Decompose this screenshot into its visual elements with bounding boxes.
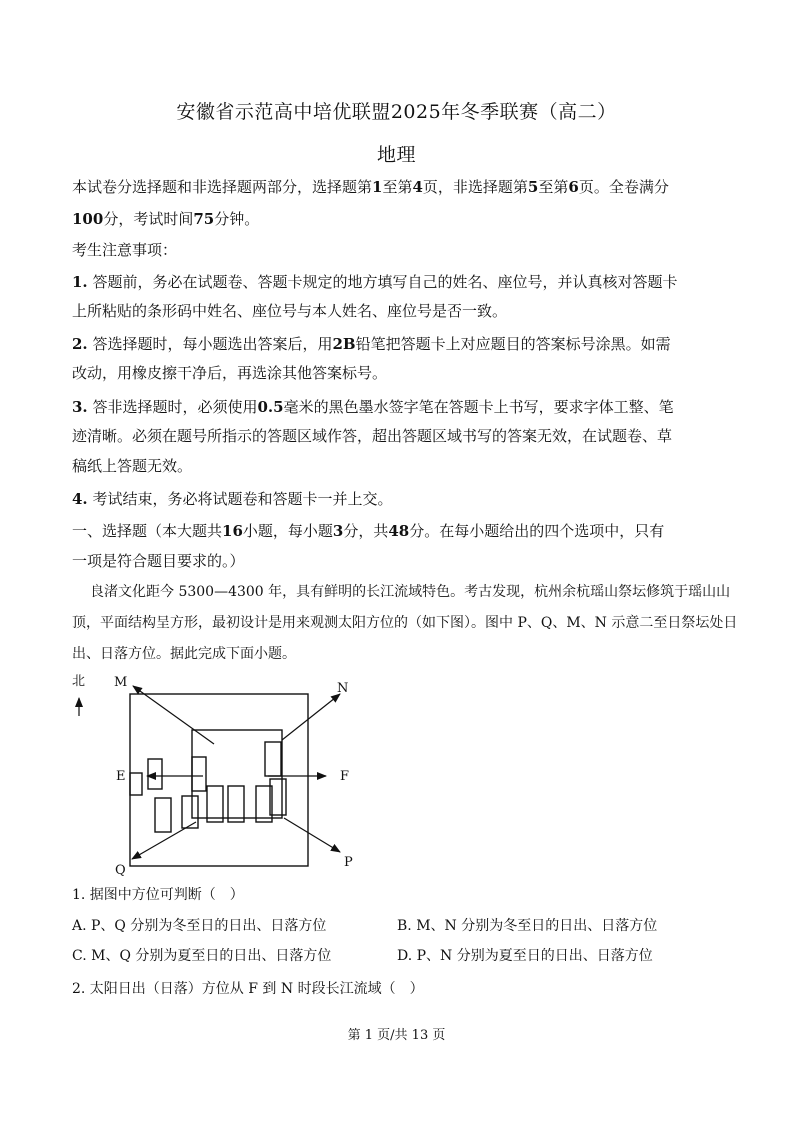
label-p: P [344, 855, 353, 870]
section-1-line-1: 一、选择题（本大题共16小题，每小题3分，共48分。在每小题给出的四个选项中，只有 [72, 522, 665, 540]
page-footer: 第 1 页/共 13 页 [347, 1028, 446, 1043]
question-1-option-c[interactable]: C. M、Q 分别为夏至日的日出、日落方位 [72, 948, 332, 964]
notice-1-line-2: 上所粘贴的条形码中姓名、座位号与本人姓名、座位号是否一致。 [72, 302, 508, 320]
question-1-option-d[interactable]: D. P、N 分别为夏至日的日出、日落方位 [397, 948, 653, 964]
intro-line-1: 本试卷分选择题和非选择题两部分，选择题第1至第4页，非选择题第5至第6页。全卷满分 [72, 178, 669, 196]
notice-3-line-3: 稿纸上答题无效。 [72, 457, 193, 475]
intro-line-2: 100分，考试时间75分钟。 [72, 210, 260, 228]
ray-n [282, 694, 340, 740]
question-2-stem: 2. 太阳日出（日落）方位从 F 到 N 时段长江流域（ ） [72, 981, 424, 997]
notice-3-line-2: 迹清晰。必须在题号所指示的答题区域作答，超出答题区域书写的答案无效，在试题卷、草 [72, 427, 673, 445]
notice-2-line-1: 2. 答选择题时，每小题选出答案后，用2B铅笔把答题卡上对应题目的答案标号涂黑。如需 [72, 335, 671, 353]
notice-1-line-1: 1. 答题前，务必在试题卷、答题卡规定的地方填写自己的姓名、座位号，并认真核对答题卡 [72, 273, 678, 291]
label-e: E [116, 769, 126, 784]
passage-line-1: 良渚文化距今 5300—4300 年，具有鲜明的长江流域特色。考古发现，杭州余杭瑶山祭坛修筑于瑶山山 [90, 584, 731, 600]
question-1-stem: 1. 据图中方位可判断（ ） [72, 887, 244, 903]
notice-2-line-2: 改动，用橡皮擦干净后，再选涂其他答案标号。 [72, 364, 388, 382]
passage-line-2: 顶，平面结构呈方形，最初设计是用来观测太阳方位的（如下图）。图中 P、Q、M、N 示意二至日祭坛处日 [72, 615, 738, 631]
label-f: F [340, 769, 350, 784]
notice-3-line-1: 3. 答非选择题时，必须使用0.5毫米的黑色墨水签字笔在答题卡上书写，要求字体工整、笔 [72, 398, 674, 416]
altar-diagram [60, 668, 380, 880]
notice-heading: 考生注意事项： [72, 241, 178, 259]
north-label: 北 [72, 674, 86, 689]
exam-title: 安徽省示范高中培优联盟2025年冬季联赛（高二） [176, 101, 617, 123]
question-1-option-a[interactable]: A. P、Q 分别为冬至日的日出、日落方位 [72, 918, 327, 934]
passage-line-3: 出、日落方位。据此完成下面小题。 [72, 646, 296, 662]
notice-4-line-1: 4. 考试结束，务必将试题卷和答题卡一并上交。 [72, 490, 393, 508]
ray-q [132, 822, 196, 859]
ray-m [133, 686, 214, 744]
subject-title: 地理 [376, 144, 416, 166]
section-1-line-2: 一项是符合题目要求的。） [72, 552, 245, 570]
outer-square [130, 694, 308, 866]
ray-p [284, 818, 340, 852]
question-1-option-b[interactable]: B. M、N 分别为冬至日的日出、日落方位 [397, 918, 658, 934]
label-m: M [114, 675, 128, 690]
label-q: Q [115, 863, 126, 878]
label-n: N [337, 681, 349, 696]
